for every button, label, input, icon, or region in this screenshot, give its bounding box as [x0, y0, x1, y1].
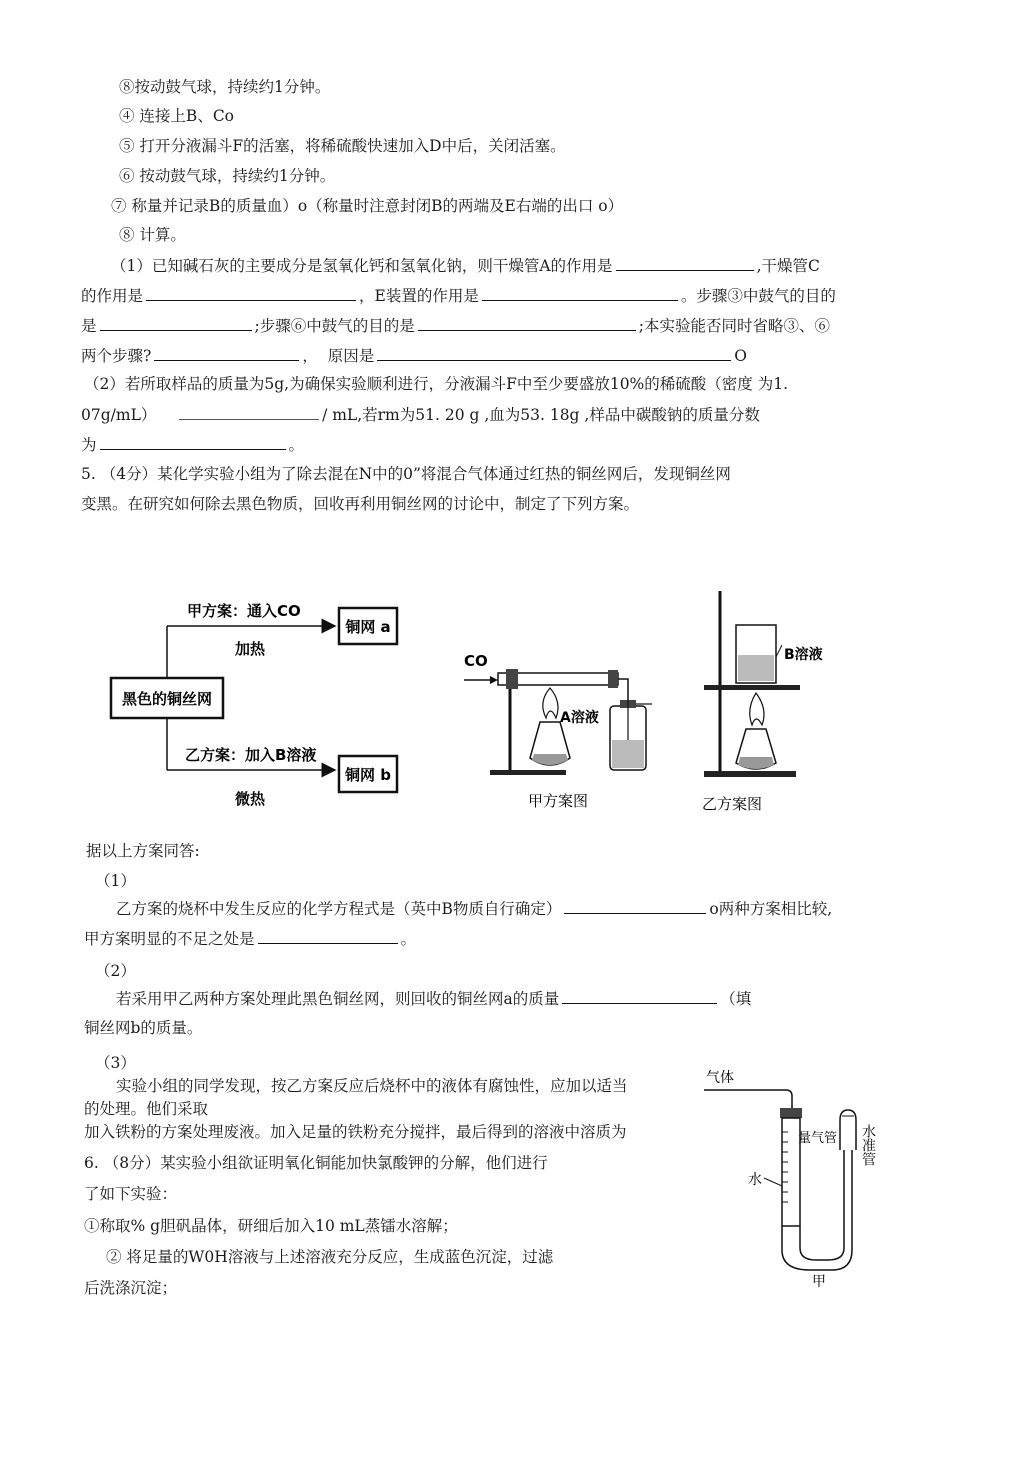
- answer-blank[interactable]: [146, 285, 356, 301]
- question-1-line-3: [81, 315, 830, 336]
- text: / mL,若rm为51. 20 g ,血为53. 18g ,样品中碳酸钠的质量分数: [322, 406, 760, 424]
- source-label: 黑色的铜丝网: [121, 690, 213, 708]
- text: O: [734, 347, 747, 365]
- text: ;本实验能否同时省略③、⑥: [638, 317, 830, 335]
- plan-b-condition: 微热: [235, 790, 266, 808]
- text: 的作用是: [81, 287, 144, 305]
- plan-flow-diagram: [105, 590, 415, 822]
- result-b-label: 铜网 b: [345, 766, 391, 784]
- support-ring: [704, 685, 800, 690]
- plan-a-caption: 甲方案图: [528, 792, 589, 810]
- text: 。: [288, 436, 305, 454]
- text: ,干燥管C: [756, 257, 820, 275]
- plan-a-condition: 加热: [235, 640, 266, 658]
- sub-question-number: （1）: [95, 872, 136, 890]
- answer-3-line-2: 的处理。他们采取: [84, 1100, 209, 1118]
- apparatus-caption: 甲: [812, 1274, 826, 1290]
- answer-3-line-3: 加入铁粉的方案处理废液。加入足量的铁粉充分搅拌，最后得到的溶液中溶质为: [84, 1123, 627, 1141]
- text: 。步骤③中鼓气的目的: [680, 287, 836, 305]
- text: 是: [81, 317, 97, 335]
- gas-label: 气体: [706, 1070, 734, 1086]
- question-2-line-1: （2）若所取样品的质量为5g,为确保实验顺利进行，分液漏斗F中至少要盛放10%的稀硫酸（密度 为1.: [84, 375, 788, 393]
- answer-2-line-1: [116, 988, 751, 1009]
- problem-6-line-2: 了如下实验：: [84, 1185, 178, 1203]
- step-line: ⑦ 称量并记录B的质量血）o（称量时注意封闭B的两端及E右端的出口 o）: [111, 197, 624, 215]
- text: ，E装置的作用是: [359, 287, 479, 305]
- problem-6-line-5: 后洗涤沉淀；: [84, 1279, 178, 1297]
- text: 。: [400, 930, 417, 948]
- text: 甲方案明显的不足之处是: [84, 930, 255, 948]
- problem-6-line-4: ② 将足量的W0H溶液与上述溶液充分反应，生成蓝色沉淀，过滤: [106, 1248, 554, 1266]
- sub-question-number: （3）: [95, 1054, 136, 1072]
- answer-blank[interactable]: [154, 345, 299, 361]
- gas-inlet-tube: [704, 1090, 792, 1108]
- step-line: ⑧ 计算。: [119, 226, 186, 244]
- step-line: ⑥ 按动鼓气球，持续约1分钟。: [119, 167, 336, 185]
- answer-blank[interactable]: [562, 988, 717, 1004]
- text: o两种方案相比较,: [709, 900, 833, 918]
- text: 两个步骤?: [81, 347, 152, 365]
- plan-a-label: 甲方案：通入CO: [187, 602, 301, 620]
- gas-measuring-apparatus: [700, 1060, 900, 1290]
- plan-b-label: 乙方案：加入B溶液: [185, 746, 317, 764]
- answer-3-line-1: 实验小组的同学发现，按乙方案反应后烧杯中的液体有腐蚀性，应加以适当: [116, 1077, 628, 1095]
- flame-icon: [750, 693, 764, 725]
- text: （1）已知碱石灰的主要成分是氢氧化钙和氢氧化钠，则干燥管A的作用是: [111, 257, 613, 275]
- text: ，: [302, 347, 318, 365]
- co-label: CO: [464, 652, 488, 670]
- flame-icon: [543, 688, 558, 718]
- text: ;步骤⑥中鼓气的目的是: [254, 317, 415, 335]
- problem-6-line-1: 6. （8分）某实验小组欲证明氧化铜能加快氯酸钾的分解，他们进行: [84, 1154, 548, 1172]
- question-2-line-3: [81, 434, 304, 455]
- answer-blank[interactable]: [258, 928, 398, 944]
- plan-a-apparatus: [460, 640, 660, 820]
- text: 07g/mL）: [81, 406, 157, 424]
- answer-blank[interactable]: [100, 434, 286, 450]
- problem-5-line-1: 5. （4分）某化学实验小组为了除去混在N中的0”将混合气体通过红热的铜丝网后，发现铜丝网: [81, 465, 731, 483]
- problem-5-line-2: 变黑。在研究如何除去黑色物质，回收再利用铜丝网的讨论中，制定了下列方案。: [81, 495, 640, 513]
- answer-blank[interactable]: [482, 285, 678, 301]
- plan-b-apparatus: [690, 585, 850, 820]
- plan-b-caption: 乙方案图: [702, 795, 763, 813]
- answer-blank[interactable]: [616, 255, 754, 271]
- level-tube-label: 水准管: [860, 1124, 876, 1166]
- solution-a-label: A溶液: [560, 710, 599, 726]
- answer-blank[interactable]: [418, 315, 636, 331]
- answer-1-line-1: [116, 898, 832, 919]
- solution-b-label: B溶液: [784, 647, 823, 663]
- problem-6-line-3: ①称取% g胆矾晶体，研细后加入10 mL蒸镭水溶解；: [84, 1217, 458, 1235]
- answer-blank[interactable]: [564, 898, 706, 914]
- text: 若采用甲乙两种方案处理此黑色铜丝网，则回收的铜丝网a的质量: [116, 990, 560, 1008]
- question-1-line-2: [81, 285, 836, 306]
- step-line: ④ 连接上B、Co: [119, 107, 235, 125]
- result-a-label: 铜网 a: [345, 618, 391, 636]
- sub-question-number: （2）: [95, 962, 136, 980]
- answer-blank[interactable]: [179, 404, 319, 420]
- step-line: ⑧按动鼓气球，持续约1分钟。: [119, 78, 331, 96]
- answer-blank[interactable]: [100, 315, 252, 331]
- text: 为: [81, 436, 97, 454]
- answer-2-line-2: 铜丝网b的质量。: [84, 1019, 203, 1037]
- text: 乙方案的烧杯中发生反应的化学方程式是（英中B物质自行确定）: [116, 900, 562, 918]
- answer-intro: 据以上方案同答:: [86, 842, 200, 860]
- text: （填: [720, 990, 752, 1008]
- question-2-line-2: [81, 404, 760, 425]
- text: 原因是: [327, 347, 375, 365]
- question-1-line-4: [81, 345, 747, 366]
- water-label: 水: [748, 1172, 762, 1188]
- question-1-line-1: [111, 255, 820, 276]
- answer-blank[interactable]: [377, 345, 731, 361]
- answer-1-line-2: [84, 928, 416, 949]
- step-line: ⑤ 打开分液漏斗F的活塞，将稀硫酸快速加入D中后，关闭活塞。: [119, 137, 566, 155]
- measuring-tube-label: 量气管: [798, 1131, 838, 1146]
